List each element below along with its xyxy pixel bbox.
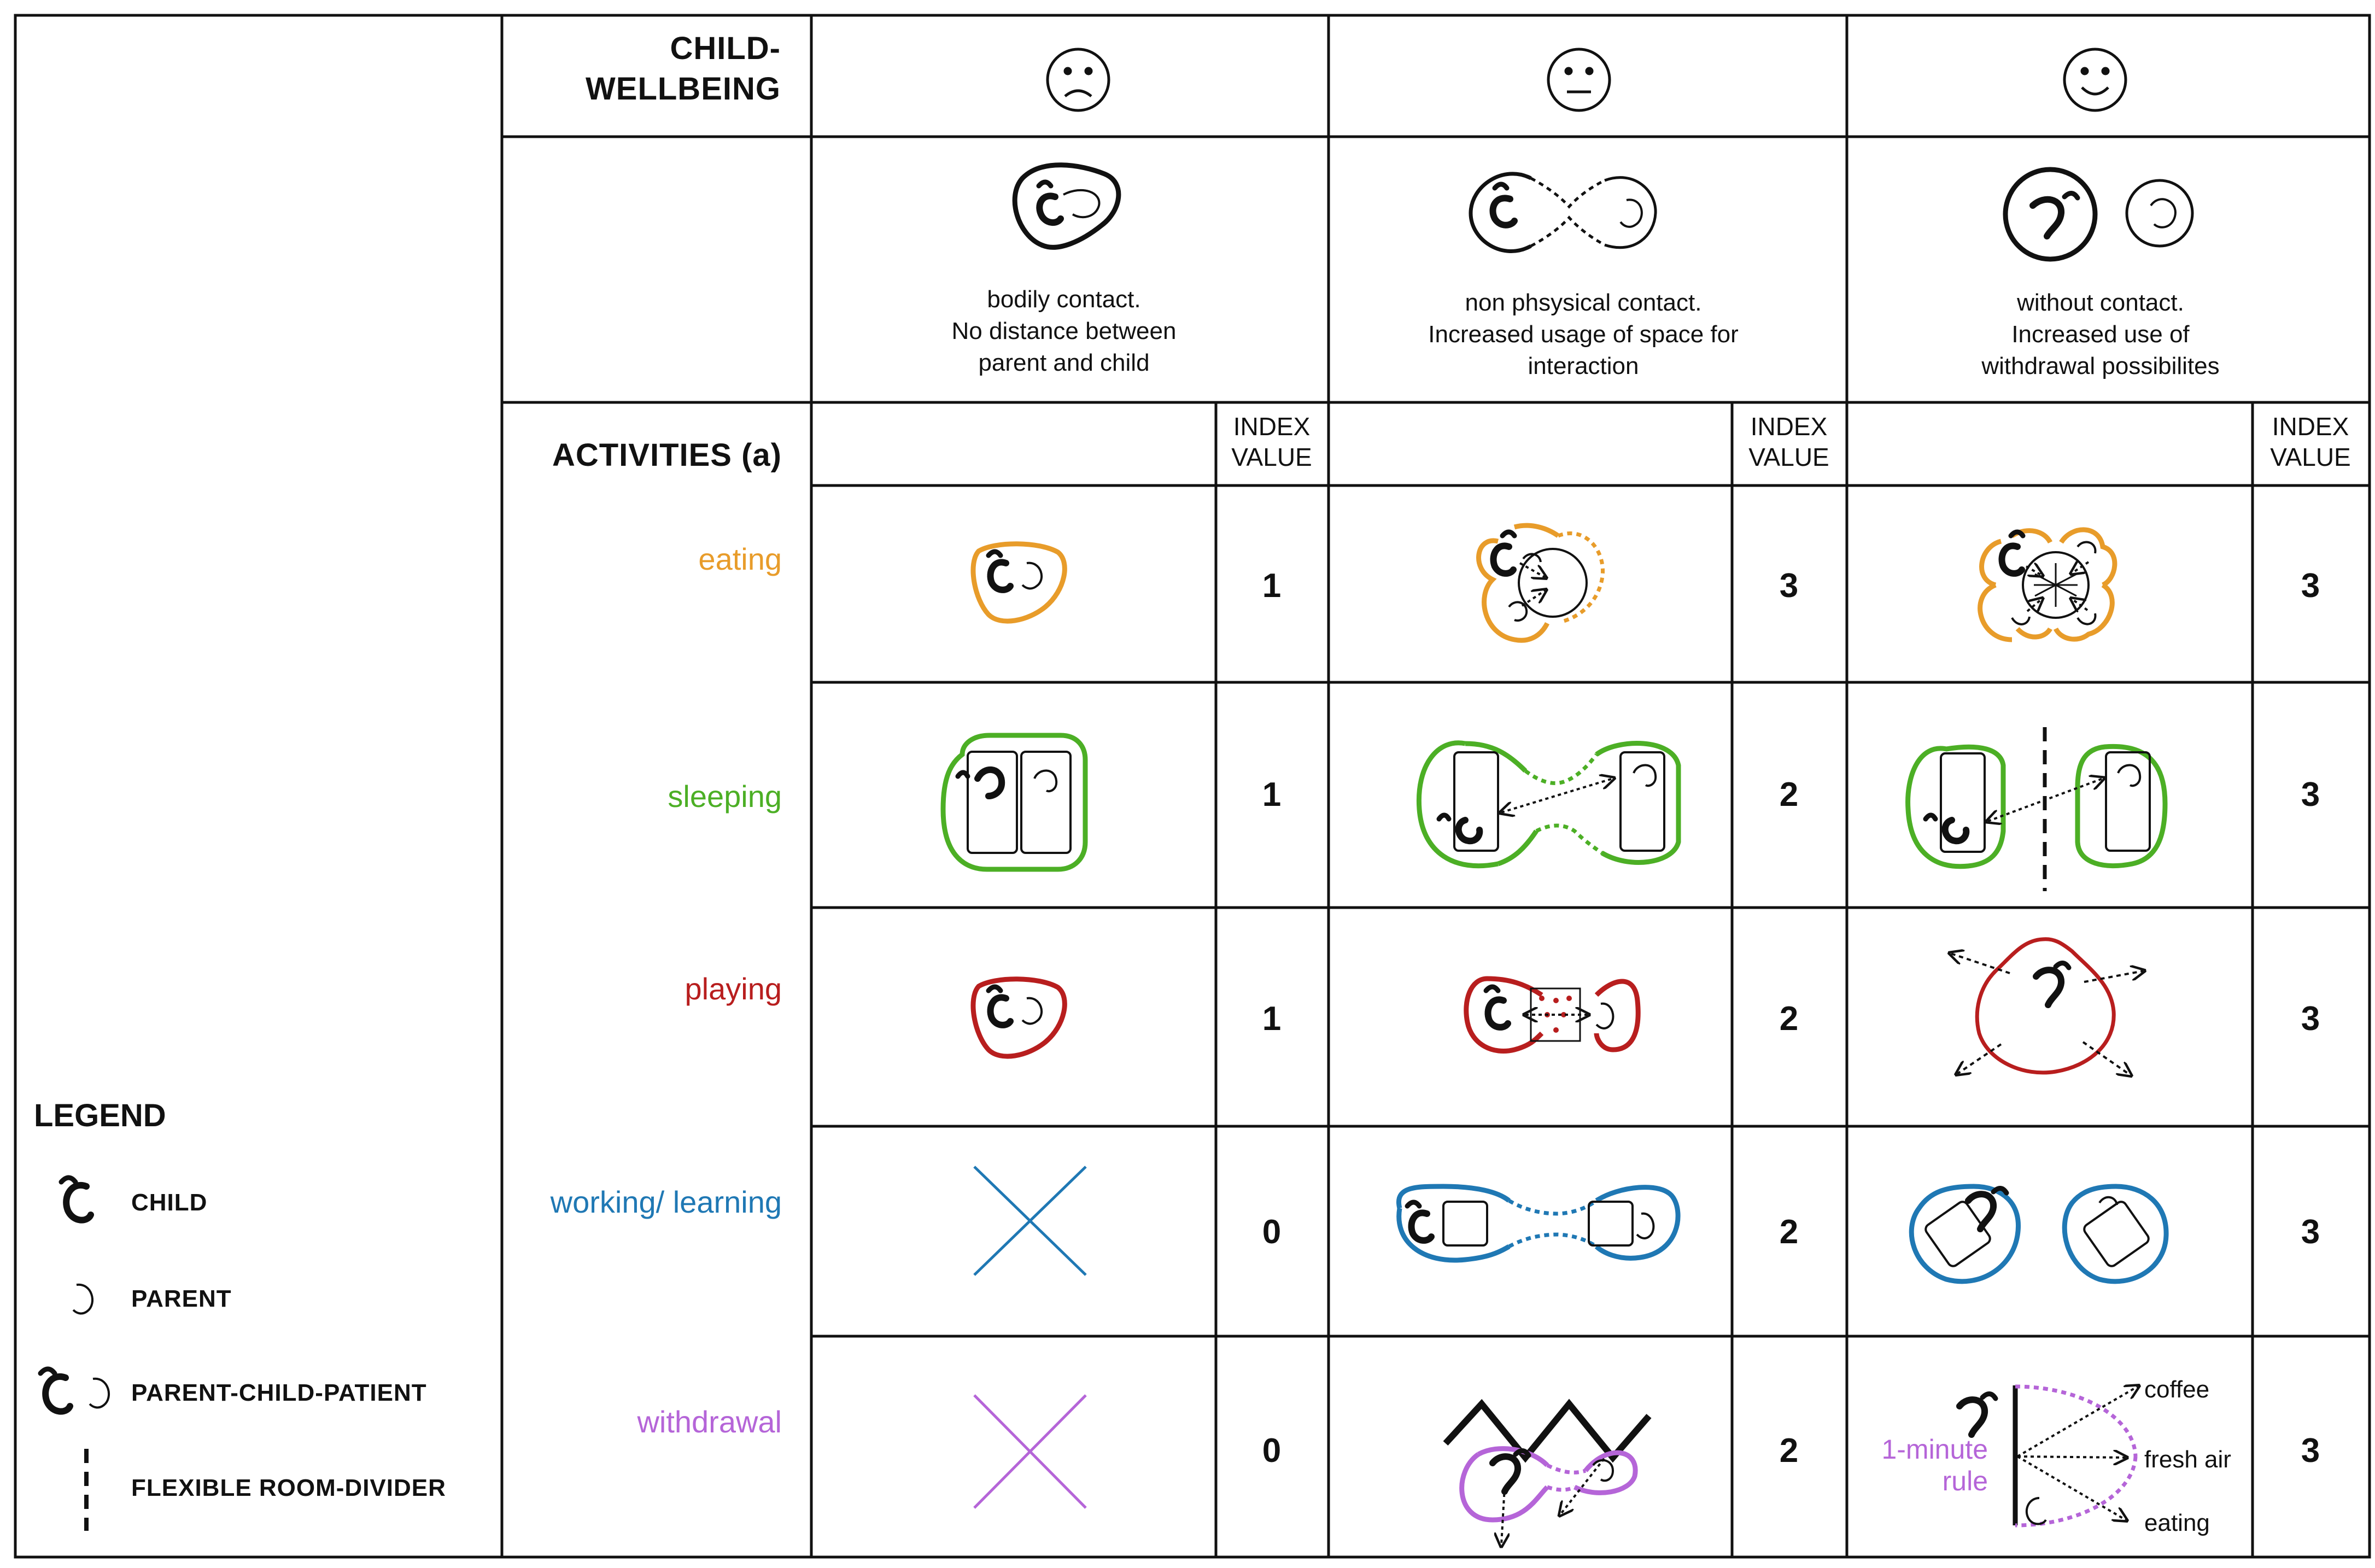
contact-desc-2-line1: non phsysical contact. <box>1465 289 1702 316</box>
legend-label-parent: PARENT <box>131 1285 232 1312</box>
one-minute-rule-line2: rule <box>1942 1466 1988 1496</box>
working-non-physical-icon <box>1399 1186 1678 1260</box>
index-header-3-line1: INDEX <box>2272 412 2349 441</box>
legend-title: LEGEND <box>34 1098 166 1133</box>
contact-desc-1-line2: No distance between <box>951 318 1177 344</box>
index-value-eating-3: 3 <box>2301 567 2320 605</box>
sad-face-icon <box>1048 49 1109 110</box>
child-icon <box>61 1178 91 1220</box>
index-value-sleeping-1: 1 <box>1262 776 1282 814</box>
bodily-contact-icon <box>1015 165 1119 248</box>
parent-child-patient-icon <box>40 1369 109 1412</box>
destination-coffee: coffee <box>2144 1376 2210 1403</box>
playing-bodily-icon <box>973 979 1064 1056</box>
eating-non-physical-icon <box>1479 525 1603 640</box>
activity-label-working: working/ learning <box>550 1185 782 1219</box>
playing-non-physical-icon <box>1466 979 1638 1051</box>
non-physical-contact-icon <box>1471 174 1656 251</box>
withdrawal-bodily-crossed-icon <box>974 1395 1086 1508</box>
working-without-contact-icon <box>1911 1186 2166 1282</box>
index-value-playing-3: 3 <box>2301 1000 2320 1038</box>
contact-desc-3-line1: without contact. <box>2017 289 2184 316</box>
wellbeing-title-line2: WELLBEING <box>586 71 781 107</box>
sleeping-without-contact-icon <box>1908 727 2165 891</box>
contact-desc-2-line3: interaction <box>1528 353 1639 379</box>
sleeping-non-physical-icon <box>1419 743 1678 866</box>
eating-without-contact-icon <box>1980 530 2115 640</box>
neutral-face-icon <box>1548 49 1610 110</box>
contact-desc-2-line2: Increased usage of space for <box>1428 321 1739 348</box>
contact-desc-3-line3: withdrawal possibilites <box>1981 353 2220 379</box>
index-value-working-2: 2 <box>1779 1213 1799 1251</box>
contact-desc-1-line1: bodily contact. <box>987 286 1141 313</box>
withdrawal-non-physical-icon <box>1446 1404 1649 1545</box>
one-minute-rule-line1: 1-minute <box>1881 1434 1988 1465</box>
index-value-eating-2: 3 <box>1779 567 1799 605</box>
sleeping-bodily-icon <box>943 735 1085 869</box>
legend-label-room-divider: FLEXIBLE ROOM-DIVIDER <box>131 1475 446 1501</box>
playing-without-contact-icon <box>1951 939 2143 1075</box>
index-value-withdrawal-2: 2 <box>1779 1432 1799 1470</box>
activities-header: ACTIVITIES (a) <box>552 437 782 473</box>
index-header-3-line2: VALUE <box>2270 443 2351 471</box>
index-header-1-line2: VALUE <box>1231 443 1312 471</box>
index-value-sleeping-2: 2 <box>1779 776 1799 814</box>
index-value-sleeping-3: 3 <box>2301 776 2320 814</box>
index-value-playing-1: 1 <box>1262 1000 1282 1038</box>
index-value-working-1: 0 <box>1262 1213 1282 1251</box>
activity-label-playing: playing <box>685 972 782 1006</box>
contact-desc-3-line2: Increased use of <box>2011 321 2190 348</box>
activity-label-eating: eating <box>698 542 782 576</box>
happy-face-icon <box>2064 49 2126 110</box>
legend-label-parent-child-patient: PARENT-CHILD-PATIENT <box>131 1379 427 1406</box>
index-value-working-3: 3 <box>2301 1213 2320 1251</box>
contact-desc-1-line3: parent and child <box>978 349 1150 376</box>
index-value-playing-2: 2 <box>1779 1000 1799 1038</box>
working-bodily-crossed-icon <box>974 1167 1086 1275</box>
activity-label-withdrawal: withdrawal <box>637 1405 782 1439</box>
parent-icon <box>73 1285 92 1314</box>
legend-label-child: CHILD <box>131 1189 208 1216</box>
index-value-withdrawal-3: 3 <box>2301 1432 2320 1470</box>
index-value-eating-1: 1 <box>1262 567 1282 605</box>
without-contact-icon <box>2005 169 2192 259</box>
wellbeing-title-line1: CHILD- <box>670 31 781 66</box>
activity-label-sleeping: sleeping <box>668 779 782 814</box>
eating-bodily-icon <box>973 544 1064 621</box>
destination-fresh-air: fresh air <box>2144 1446 2231 1473</box>
index-header-2-line1: INDEX <box>1750 412 1828 441</box>
index-header-2-line2: VALUE <box>1748 443 1829 471</box>
index-value-withdrawal-1: 0 <box>1262 1432 1282 1470</box>
destination-eating: eating <box>2144 1510 2210 1536</box>
index-header-1-line1: INDEX <box>1233 412 1311 441</box>
